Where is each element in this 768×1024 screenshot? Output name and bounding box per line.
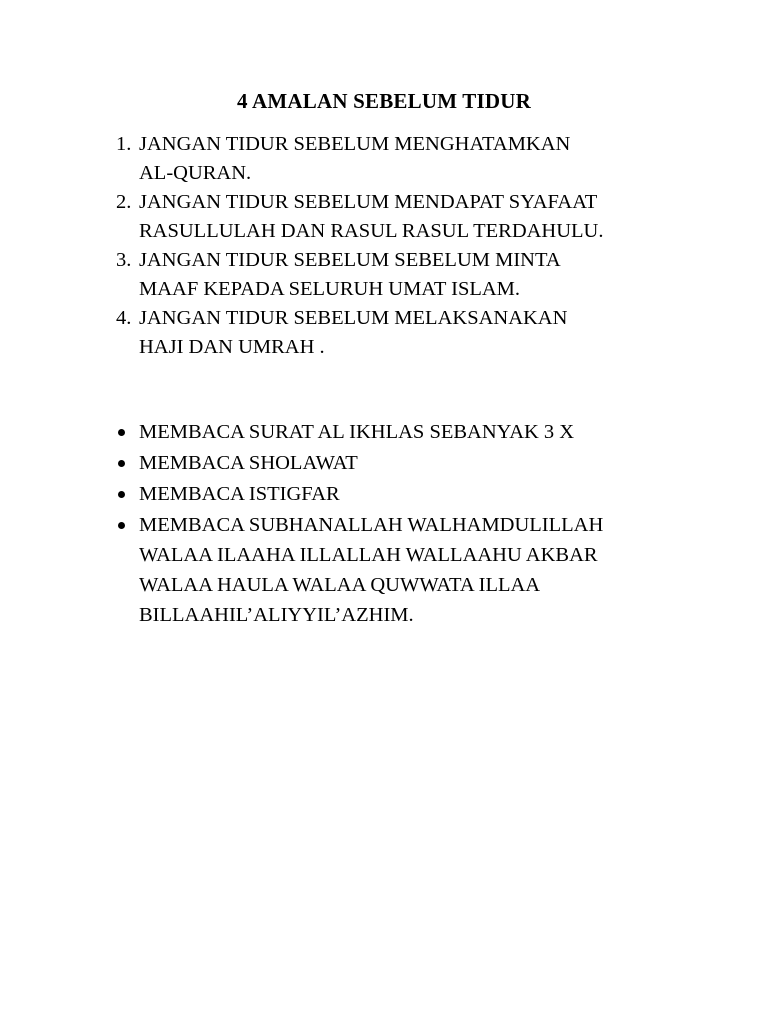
bullet-list-item [116,510,716,630]
item-line: MEMBACA SURAT AL IKHLAS SEBANYAK 3 X [139,421,575,443]
bullet-list-item [116,479,716,509]
item-line: WALAA HAULA WALAA QUWWATA ILLAA [139,574,541,596]
item-number: 4. [116,307,132,329]
numbered-list-item [116,246,716,304]
item-line: AL-QURAN. [139,162,252,184]
item-line: MEMBACA SUBHANALLAH WALHAMDULILLAH [139,514,604,536]
item-number: 3. [116,249,132,271]
bullet-icon [118,460,125,467]
item-line: WALAA ILAAHA ILLALLAH WALLAAHU AKBAR [139,544,598,566]
bullet-list-item [116,448,716,478]
item-line: JANGAN TIDUR SEBELUM SEBELUM MINTA [139,249,561,271]
bullet-icon [118,522,125,529]
item-line: RASULLULAH DAN RASUL RASUL TERDAHULU. [139,220,604,242]
page-title: 4 AMALAN SEBELUM TIDUR [237,89,531,113]
numbered-list-item [116,188,716,246]
bullet-icon [118,491,125,498]
item-line: MAAF KEPADA SELURUH UMAT ISLAM. [139,278,521,300]
numbered-list-item [116,304,716,362]
numbered-list-item [116,130,716,188]
item-line: JANGAN TIDUR SEBELUM MELAKSANAKAN [139,307,568,329]
item-line: BILLAAHIL’ALIYYIL’AZHIM. [139,604,414,626]
item-line: HAJI DAN UMRAH . [139,336,325,358]
numbered-list [116,130,716,362]
bullet-icon [118,429,125,436]
item-number: 1. [116,133,132,155]
item-line: JANGAN TIDUR SEBELUM MENGHATAMKAN [139,133,571,155]
item-line: JANGAN TIDUR SEBELUM MENDAPAT SYAFAAT [139,191,598,213]
item-line: MEMBACA ISTIGFAR [139,483,340,505]
item-number: 2. [116,191,132,213]
bullet-list-item [116,417,716,447]
item-line: MEMBACA SHOLAWAT [139,452,358,474]
bullet-list [116,417,716,631]
